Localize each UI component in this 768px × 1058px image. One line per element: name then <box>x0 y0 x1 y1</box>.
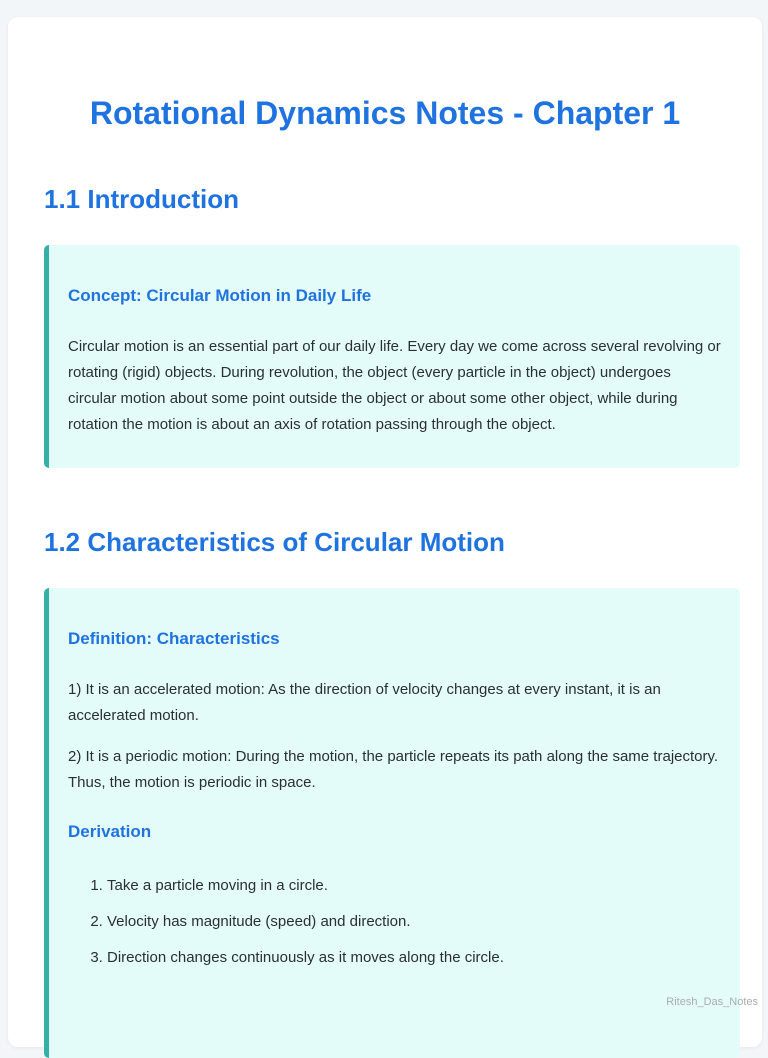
page-title: Rotational Dynamics Notes - Chapter 1 <box>89 95 681 131</box>
derivation-steps <box>68 876 722 968</box>
definition-title: Definition: Characteristics <box>68 629 280 648</box>
definition-box <box>44 588 740 1058</box>
section-heading-characteristics: 1.2 Characteristics of Circular Motion <box>44 527 505 557</box>
watermark: Ritesh_Das_Notes <box>666 996 758 1008</box>
concept-paragraph: Circular motion is an essential part of our daily life. Every day we come across several revolving or rotating (rigid) objects. During revolution, the object (every particle in the object) undergoes circular motion about some point outside the object or about some other object, while during rotation the motion is about an axis of rotation passing through the object. <box>68 338 721 433</box>
concept-box <box>44 245 740 468</box>
derivation-step: 2. Velocity has magnitude (speed) and direction. <box>107 912 722 932</box>
characteristic-point: 1) It is an accelerated motion: As the direction of velocity changes at every instant, it is an accelerated motion. <box>68 681 661 724</box>
concept-title: Concept: Circular Motion in Daily Life <box>68 286 372 305</box>
derivation-title: Derivation <box>68 822 152 841</box>
derivation-step: 3. Direction changes continuously as it moves along the circle. <box>107 948 722 968</box>
derivation-step: 1. Take a particle moving in a circle. <box>107 876 722 896</box>
notes-page <box>8 17 762 1047</box>
characteristic-point: 2) It is a periodic motion: During the motion, the particle repeats its path along the same trajectory. Thus, the motion is periodic in space. <box>68 748 719 791</box>
section-heading-introduction: 1.1 Introduction <box>44 184 239 214</box>
